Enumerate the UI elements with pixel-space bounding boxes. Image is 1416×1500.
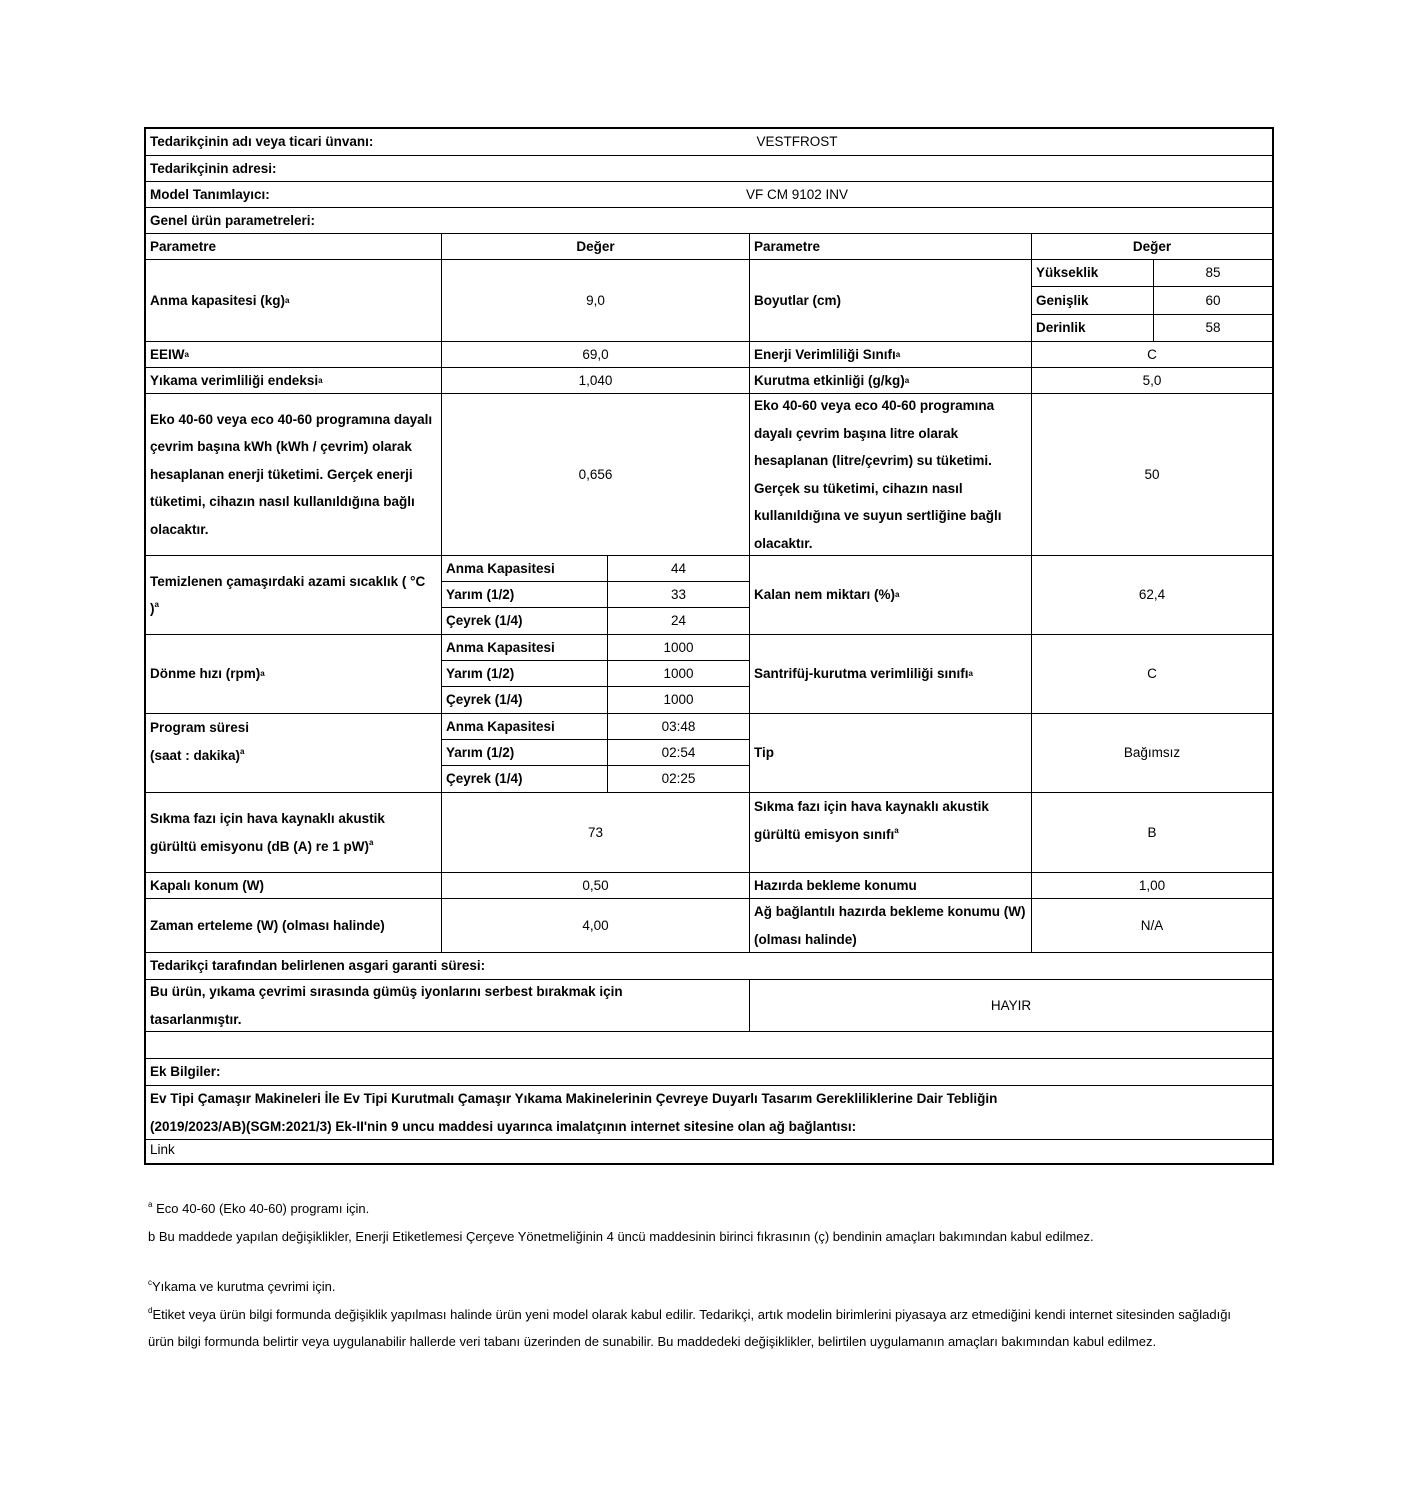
water-consumption-label: Eko 40-60 veya eco 40-60 programına dayalı çevrim başına litre olarak hesaplanan (litre/çevrim) su tüketimi. Gerçek su tüketimi, cihazın nasıl kullanıldığına ve suyun sertliğine bağlı olacaktır. [750,394,1032,556]
network-standby-label: Ağ bağlantılı hazırda bekleme konumu (W) (olması halinde) [750,899,1032,953]
max-temp-half-value: 33 [608,582,750,608]
footnote-b: b Bu maddede yapılan değişiklikler, Enerji Etiketlemesi Çerçeve Yönetmeliğinin 4 üncü maddesinin birinci fıkrasının (ç) bendinin amaçları bakımından kabul edilmez. [148,1228,1094,1244]
header-value-left: Değer [442,234,750,260]
standby-value: 1,00 [1032,873,1272,899]
width-value: 60 [1154,287,1272,315]
type-label: Tip [750,714,1032,793]
max-temp-quarter-value: 24 [608,608,750,635]
duration-rated-label: Anma Kapasitesi [442,714,608,740]
footnote-d: $^d$Etiket veya ürün bilgi formunda değişiklik yapılması halinde ürün yeni model olarak kabul edilir. Tedarikçi, artık modelin birimlerini piyasaya arz etmediğini kendi internet sitesinden sağladığı ürün bilgi formunda belirtir veya uygulanabilir hallerde veri tabanı üzerinden de sunabilir. Bu maddedeki değişiklikler, belirtilen uygulamanın amaçları bakımından kabul edilmez. [148,1305,1232,1349]
network-standby-value: N/A [1032,899,1272,953]
washing-index-value: 1,040 [442,368,750,394]
noise-label: Sıkma fazı için hava kaynaklı akustik gürültü emisyonu (dB (A) re 1 pW)$^a$ [146,793,442,873]
footnote-a: $^a$ Eco 40-60 (Eko 40-60) programı için. [148,1200,370,1216]
eeiw-value: 69,0 [442,342,750,368]
model-label: Model Tanımlayıcı: [146,182,442,208]
moisture-value: 62,4 [1032,556,1272,635]
spin-rated-value: 1000 [608,635,750,661]
rinsing-value: 5,0 [1032,368,1272,394]
depth-value: 58 [1154,315,1272,342]
model-value: VF CM 9102 INV [442,182,1272,208]
header-parameter-left: Parametre [146,234,442,260]
off-mode-value: 0,50 [442,873,750,899]
energy-consumption-label: Eko 40-60 veya eco 40-60 programına dayalı çevrim başına kWh (kWh / çevrim) olarak hesaplanan enerji tüketimi. Gerçek enerji tüketimi, cihazın nasıl kullanıldığına bağlı olacaktır. [146,394,442,556]
general-params-label: Genel ürün parametreleri: [146,208,1272,234]
duration-quarter-value: 02:25 [608,766,750,793]
spin-class-value: C [1032,635,1272,714]
footnote-c: $^c$Yıkama ve kurutma çevrimi için. [148,1278,336,1294]
product-information-sheet [144,127,1274,1165]
dimensions-label: Boyutlar (cm) [750,260,1032,342]
standby-label: Hazırda bekleme konumu [750,873,1032,899]
supplier-name-label: Tedarikçinin adı veya ticari ünvanı: [146,129,442,156]
delay-start-value: 4,00 [442,899,750,953]
energy-class-value: C [1032,342,1272,368]
noise-class-label: Sıkma fazı için hava kaynaklı akustik gürültü emisyon sınıfı$^a$ [750,793,1032,873]
water-consumption-value: 50 [1032,394,1272,556]
footnotes [148,1195,1258,1356]
energy-class-label: Enerji Verimliliği Sınıfı a [750,342,1032,368]
spin-quarter-label: Çeyrek (1/4) [442,687,608,714]
program-duration-label: Program süresi (saat : dakika)$^a$ [146,714,442,793]
energy-consumption-value: 0,656 [442,394,750,556]
noise-class-value: B [1032,793,1272,873]
height-value: 85 [1154,260,1272,287]
spin-speed-label: Dönme hızı (rpm) a [146,635,442,714]
depth-label: Derinlik [1032,315,1154,342]
off-mode-label: Kapalı konum (W) [146,873,442,899]
header-value-right: Değer [1032,234,1272,260]
max-temp-rated-label: Anma Kapasitesi [442,556,608,582]
capacity-label: Anma kapasitesi (kg) a [146,260,442,342]
max-temp-rated-value: 44 [608,556,750,582]
moisture-label: Kalan nem miktarı (%) a [750,556,1032,635]
supplier-name-value: VESTFROST [442,129,1272,156]
eeiw-label: EEIW a [146,342,442,368]
manufacturer-link[interactable]: Link [150,1142,175,1157]
washing-index-label: Yıkama verimliliği endeksi a [146,368,442,394]
spin-half-label: Yarım (1/2) [442,661,608,687]
spin-class-label: Santrifüj-kurutma verimliliği sınıfı a [750,635,1032,714]
blank-row [146,1032,1272,1059]
silver-ions-label: Bu ürün, yıkama çevrimi sırasında gümüş iyonlarını serbest bırakmak için tasarlanmıştır. [146,980,750,1032]
additional-info-label: Ek Bilgiler: [146,1059,1272,1086]
capacity-value: 9,0 [442,260,750,342]
spin-quarter-value: 1000 [608,687,750,714]
type-value: Bağımsız [1032,714,1272,793]
duration-rated-value: 03:48 [608,714,750,740]
rinsing-label: Kurutma etkinliği (g/kg) a [750,368,1032,394]
max-temp-label: Temizlenen çamaşırdaki azami sıcaklık ( °C )$^a$ [146,556,442,635]
delay-start-label: Zaman erteleme (W) (olması halinde) [146,899,442,953]
duration-half-value: 02:54 [608,740,750,766]
max-temp-quarter-label: Çeyrek (1/4) [442,608,608,635]
width-label: Genişlik [1032,287,1154,315]
duration-half-label: Yarım (1/2) [442,740,608,766]
spin-half-value: 1000 [608,661,750,687]
header-parameter-right: Parametre [750,234,1032,260]
max-temp-half-label: Yarım (1/2) [442,582,608,608]
supplier-address-label: Tedarikçinin adresi: [146,156,1272,182]
duration-quarter-label: Çeyrek (1/4) [442,766,608,793]
height-label: Yükseklik [1032,260,1154,287]
silver-ions-value: HAYIR [750,980,1272,1032]
noise-value: 73 [442,793,750,873]
guarantee-label: Tedarikçi tarafından belirlenen asgari garanti süresi: [146,953,1272,980]
spin-rated-label: Anma Kapasitesi [442,635,608,661]
additional-info-text: Ev Tipi Çamaşır Makineleri İle Ev Tipi Kurutmalı Çamaşır Yıkama Makinelerinin Çevreye Duyarlı Tasarım Gerekliliklerine Dair Tebliğin (2019/2023/AB)(SGM:2021/3) Ek-II'nin 9 uncu maddesi uyarınca imalatçının internet sitesine olan ağ bağlantısı: [146,1086,1272,1140]
